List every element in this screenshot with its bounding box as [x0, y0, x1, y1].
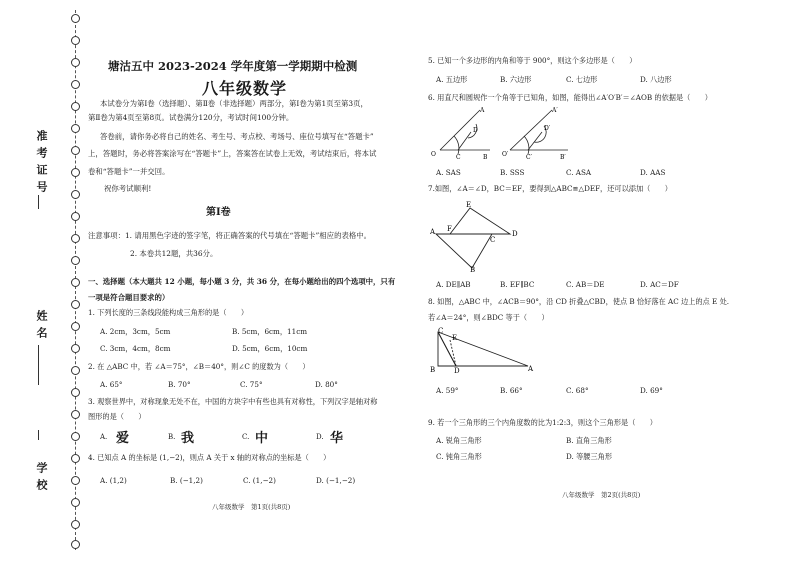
binding-hole	[71, 432, 80, 441]
section-heading: 一、选择题（本大题共 12 小题，每小题 3 分，共 36 分，在每小题给出的四个选项中，只有	[88, 277, 396, 286]
q6-option-a[interactable]: A. SAS	[436, 168, 461, 177]
q3-char-a: 爱	[116, 431, 130, 446]
question-5: 5. 已知一个多边形的内角和等于 900°，则这个多边形是（ ）	[428, 56, 637, 65]
q7-option-d[interactable]: D. AC＝DF	[640, 280, 679, 289]
binding-hole	[71, 454, 80, 463]
intro-line: 卷和“答题卡”一并交回。	[88, 167, 170, 176]
divider	[38, 345, 39, 385]
q7-label: A	[430, 228, 436, 236]
page-footer-left: 八年级数学 第1页(共8页)	[212, 503, 291, 511]
q5-option-b[interactable]: B. 六边形	[500, 75, 532, 84]
q8-option-c[interactable]: C. 68°	[566, 386, 589, 395]
question-6: 6. 用直尺和圆规作一个角等于已知角，如图，能得出∠A′O′B′＝∠AOB 的依据是（ ）	[428, 93, 712, 102]
q2-option-c[interactable]: C. 75°	[240, 380, 263, 389]
question-3: 3. 观察世界中，对称现象无处不在，中国的方块字中有些也具有对称性，下列汉字是轴对称	[88, 397, 378, 406]
q8-option-d[interactable]: D. 69°	[640, 386, 663, 395]
binding-hole	[71, 366, 80, 375]
divider	[38, 195, 39, 209]
wish-text: 祝你考试顺利!	[104, 184, 152, 193]
binding-hole	[71, 344, 80, 353]
intro-line: 本试卷分为第Ⅰ卷（选择题）、第Ⅱ卷（非选择题）两部分，第Ⅰ卷为第1页至第3页，	[100, 99, 368, 108]
q3-char-d: 华	[330, 431, 344, 446]
binding-hole	[71, 14, 80, 23]
q3-char-c: 中	[255, 431, 269, 446]
q6-option-c[interactable]: C. ASA	[566, 168, 592, 177]
binding-hole	[71, 278, 80, 287]
q8-label: B	[430, 366, 436, 374]
q6-label: C′	[526, 154, 532, 160]
q1-option-a[interactable]: A. 2cm，3cm，5cm	[100, 327, 171, 336]
q6-option-b[interactable]: B. SSS	[500, 168, 525, 177]
q9-option-c[interactable]: C. 钝角三角形	[436, 452, 482, 461]
question-7: 7.如图，∠A＝∠D，BC＝EF，要得到△ABC≌△DEF，还可以添加（ ）	[428, 184, 672, 193]
q7-option-c[interactable]: C. AB＝DE	[566, 280, 605, 289]
q9-option-d[interactable]: D. 等腰三角形	[566, 452, 613, 461]
binding-hole	[71, 102, 80, 111]
question-2: 2. 在 △ABC 中，若 ∠A＝75°，∠B＝40°，则∠C 的度数为（ ）	[88, 362, 310, 371]
q7-figure	[430, 198, 530, 272]
question-4: 4. 已知点 A 的坐标是 (1,−2)，则点 A 关于 x 轴的对称点的坐标是（ ）	[88, 453, 331, 462]
q6-label: A′	[552, 107, 558, 114]
question-8-cont: 若∠A＝24°，则∠BDC 等于（ ）	[428, 313, 549, 322]
notice-line: 2. 本卷共12题，共36分。	[130, 249, 218, 258]
section-heading: 一项是符合题目要求的）	[88, 293, 170, 302]
binding-hole	[71, 212, 80, 221]
q1-option-b[interactable]: B. 5cm，6cm，11cm	[232, 327, 308, 336]
q7-label: D	[512, 230, 518, 238]
exam-title: 塘沽五中 2023-2024 学年度第一学期期中检测	[108, 59, 358, 73]
binding-hole	[71, 520, 80, 529]
q8-option-a[interactable]: A. 59°	[436, 386, 459, 395]
q5-option-c[interactable]: C. 七边形	[566, 75, 598, 84]
intro-line: 答卷前，请你务必将自己的姓名、考生号、考点校、考场号、座位号填写在“答题卡”	[100, 132, 374, 141]
q8-label: D	[454, 367, 460, 374]
q1-option-d[interactable]: D. 5cm，6cm，10cm	[232, 344, 308, 353]
q4-option-d[interactable]: D. (−1,−2)	[316, 476, 356, 485]
q6-label: B′	[560, 154, 566, 160]
binding-hole	[71, 256, 80, 265]
binding-hole	[71, 498, 80, 507]
q6-label: D	[473, 127, 478, 134]
binding-hole	[71, 540, 80, 549]
q6-label: A	[480, 107, 485, 114]
q6-option-d[interactable]: D. AAS	[640, 168, 666, 177]
q6-figure	[428, 104, 628, 160]
q7-option-a[interactable]: A. DE∥AB	[436, 280, 471, 289]
binding-hole	[71, 80, 80, 89]
part-heading: 第Ⅰ卷	[206, 207, 231, 218]
q6-label: C	[456, 154, 461, 160]
binding-hole	[71, 234, 80, 243]
binding-hole	[71, 410, 80, 419]
intro-line: 第Ⅱ卷为第4页至第8页。试卷满分120分，考试时间100分钟。	[88, 113, 294, 122]
q4-option-b[interactable]: B. (−1,2)	[170, 476, 203, 485]
subject-title: 八年级数学	[202, 79, 288, 98]
q7-label: C	[490, 236, 496, 244]
q4-option-a[interactable]: A. (1,2)	[100, 476, 127, 485]
q3-option-d[interactable]: D.	[316, 433, 324, 441]
q5-option-d[interactable]: D. 八边形	[640, 75, 672, 84]
binding-hole	[71, 322, 80, 331]
question-8: 8. 如图，△ABC 中，∠ACB＝90°，沿 CD 折叠△CBD，使点 B 恰好落在 AC 边上的点 E 处.	[428, 297, 730, 306]
question-1: 1. 下列长度的三条线段能构成三角形的是（ ）	[88, 308, 249, 317]
q3-option-b[interactable]: B.	[168, 433, 176, 441]
name-label: 姓名	[35, 310, 48, 344]
question-9: 9. 若一个三角形的三个内角度数的比为1:2:3，则这个三角形是（ ）	[428, 418, 657, 427]
q2-option-a[interactable]: A. 65°	[100, 380, 123, 389]
notice-line: 注意事项：1. 请用黑色字迹的签字笔，将正确答案的代号填在“答题卡”相应的表格中。	[88, 231, 372, 240]
q6-label: O′	[502, 151, 509, 158]
q8-figure	[428, 326, 538, 374]
divider	[38, 430, 39, 440]
q5-option-a[interactable]: A. 五边形	[436, 75, 468, 84]
q7-option-b[interactable]: B. EF∥BC	[500, 280, 535, 289]
q6-label: B	[483, 154, 488, 160]
q8-label: E	[452, 334, 458, 342]
school-label: 学校	[35, 462, 48, 496]
binding-hole	[71, 190, 80, 199]
q2-option-d[interactable]: D. 80°	[315, 380, 338, 389]
binding-hole	[71, 388, 80, 397]
binding-hole	[71, 36, 80, 45]
q1-option-c[interactable]: C. 3cm，4cm，8cm	[100, 344, 171, 353]
q9-option-b[interactable]: B. 直角三角形	[566, 436, 612, 445]
binding-hole	[71, 124, 80, 133]
exam-id-label: 准考证号	[35, 130, 48, 198]
q2-option-b[interactable]: B. 70°	[168, 380, 191, 389]
question-3-cont: 图形的是（ ）	[88, 412, 146, 421]
q4-option-c[interactable]: C. (1,−2)	[243, 476, 276, 485]
q7-label: B	[470, 266, 476, 272]
binding-hole	[71, 476, 80, 485]
q7-label: F	[447, 225, 452, 233]
q8-label: C	[438, 327, 444, 335]
intro-line: 上，答题时，务必将答案涂写在“答题卡”上，答案答在试卷上无效，考试结束后，将本试	[88, 149, 377, 158]
q8-label: A	[528, 365, 534, 373]
q8-option-b[interactable]: B. 66°	[500, 386, 523, 395]
page-footer-right: 八年级数学 第2页(共8页)	[562, 491, 641, 499]
q9-option-a[interactable]: A. 锐角三角形	[436, 436, 482, 445]
q6-label: D′	[544, 125, 551, 132]
q3-char-b: 我	[181, 431, 195, 446]
binding-hole	[71, 300, 80, 309]
binding-hole	[71, 58, 80, 67]
binding-hole	[71, 168, 80, 177]
q6-label: O	[431, 151, 436, 158]
q3-option-a[interactable]: A.	[100, 433, 108, 441]
q7-label: E	[466, 201, 472, 209]
q3-option-c[interactable]: C.	[242, 433, 250, 441]
binding-hole	[71, 146, 80, 155]
